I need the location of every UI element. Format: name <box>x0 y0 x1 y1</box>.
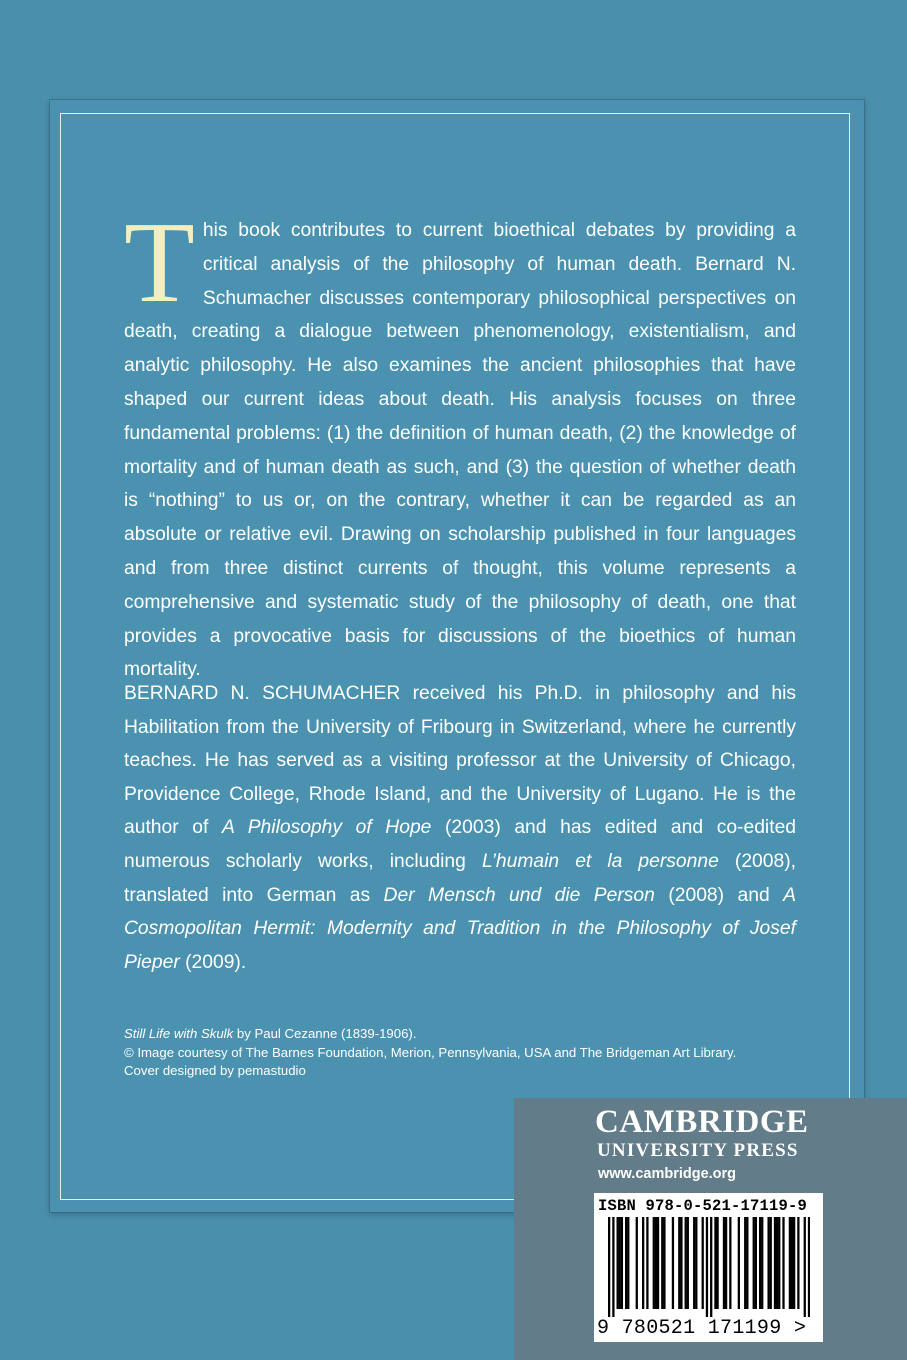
barcode-bar <box>778 1217 780 1309</box>
barcode-bar <box>782 1217 784 1309</box>
publisher-url: www.cambridge.org <box>598 1166 737 1182</box>
barcode-bar <box>770 1217 772 1309</box>
barcode-bar <box>661 1217 663 1309</box>
barcode-bar <box>678 1217 680 1309</box>
barcode-bar <box>653 1217 655 1309</box>
barcode-bar <box>625 1217 627 1309</box>
description-text: his book contributes to current bioethical debates by providing a critical analysis of the philosophy of human death. Bernard N. Schumacher discusses contemporary philosophical perspectives on death, creating a dialogue between phenomenology, existentialism, and analytic philosophy. He also examines the ancient philosophies that have shaped our current ideas about death. His analysis focuses on three fundamental problems: (1) the definition of human death, (2) the knowledge of mortality and of human death as such, and (3) the question of whether death is “nothing” to us or, on the contrary, whether it can be regarded as an absolute or relative evil. Drawing on scholarship published in four languages and from three distinct currents of thought, this volume represents a comprehensive and systematic study of the philosophy of death, one that provides a provocative basis for discussions of the bioethics of human mortality. <box>124 220 796 681</box>
barcode-bar <box>714 1217 716 1309</box>
barcode-bar <box>808 1217 810 1317</box>
barcode-bar <box>774 1217 776 1309</box>
barcode-bar <box>706 1217 708 1317</box>
ean-digits: 9 780521 171199 > <box>597 1317 807 1340</box>
publisher-subname: UNIVERSITY PRESS <box>597 1140 799 1161</box>
bio-text-1: BERNARD N. SCHUMACHER received his Ph.D. in philosophy and his Habilitation from the University of Fribourg in Switzerland, where he currently teaches. He has served as a visiting professor at the University of Chicago, Providence College, Rhode Island, and the University of Lugano. He is the author of <box>124 683 796 839</box>
barcode-bar <box>746 1217 748 1309</box>
book-title-hermit: A Cosmopolitan Hermit: Modernity and Tradition in the Philosophy of Josef Pieper <box>124 884 796 973</box>
barcode-bar <box>702 1217 704 1309</box>
isbn-barcode <box>594 1193 823 1342</box>
author-bio <box>124 677 796 979</box>
image-courtesy: © Image courtesy of The Barnes Foundation, Merion, Pennsylvania, USA and The Bridgeman Art Library. <box>124 1044 737 1060</box>
designer-credit: Cover designed by pemastudio <box>124 1063 306 1078</box>
barcode-bar <box>657 1217 659 1309</box>
barcode-bar <box>759 1217 761 1309</box>
barcode-bar <box>695 1217 697 1309</box>
barcode-bar <box>663 1217 665 1309</box>
isbn-label: ISBN 978-0-521-17119-9 <box>598 1197 808 1215</box>
barcode-bar <box>723 1217 725 1309</box>
barcode-bar <box>687 1217 689 1309</box>
barcode-bar <box>761 1217 763 1309</box>
barcode-bar <box>791 1217 793 1309</box>
barcode-bar <box>729 1217 731 1309</box>
barcode-bar <box>619 1217 621 1309</box>
barcode-bar <box>612 1217 614 1317</box>
cover-credits <box>124 1025 824 1081</box>
barcode-bar <box>680 1217 682 1309</box>
barcode-bar <box>767 1217 769 1309</box>
bio-text-4: (2008) and <box>654 884 784 906</box>
barcode-bar <box>693 1217 695 1309</box>
barcode-bar <box>725 1217 727 1309</box>
barcode-bar <box>793 1217 795 1309</box>
drop-cap: T <box>124 199 195 327</box>
barcode-bar <box>755 1217 757 1309</box>
book-title-hope: A Philosophy of Hope <box>221 817 432 839</box>
barcode-bars <box>608 1217 810 1317</box>
barcode-bar <box>797 1217 799 1309</box>
barcode-bar <box>776 1217 778 1309</box>
book-title-humain: L’humain et la personne <box>481 850 719 872</box>
barcode-bar <box>789 1217 791 1309</box>
publisher-name: CAMBRIDGE <box>595 1104 809 1140</box>
barcode-bar <box>804 1217 806 1317</box>
barcode-bar <box>627 1217 629 1309</box>
barcode-bar <box>655 1217 657 1309</box>
barcode-bar <box>617 1217 619 1309</box>
barcode-bar <box>744 1217 746 1309</box>
painting-title: Still Life with Skulk <box>124 1026 234 1041</box>
bio-text-3: (2008), translated into German as <box>124 850 797 906</box>
book-description <box>124 199 796 687</box>
barcode-bar <box>716 1217 718 1309</box>
barcode-bar <box>636 1217 638 1309</box>
barcode-bar <box>710 1217 712 1317</box>
bio-text-2: (2003) and has edited and co-edited numerous scholarly works, including <box>124 817 797 872</box>
barcode-bar <box>646 1217 648 1309</box>
barcode-bar <box>608 1217 610 1317</box>
barcode-bar <box>621 1217 623 1309</box>
bio-text-5: (2009). <box>179 951 247 973</box>
barcode-bar <box>685 1217 687 1309</box>
barcode-bar <box>642 1217 644 1309</box>
painting-artist: by Paul Cezanne (1839-1906). <box>233 1026 417 1041</box>
book-title-mensch: Der Mensch und die Person <box>383 884 655 906</box>
barcode-bar <box>738 1217 740 1309</box>
painting-credit <box>124 1025 824 1044</box>
barcode-bar <box>672 1217 674 1309</box>
barcode-bar <box>753 1217 755 1309</box>
